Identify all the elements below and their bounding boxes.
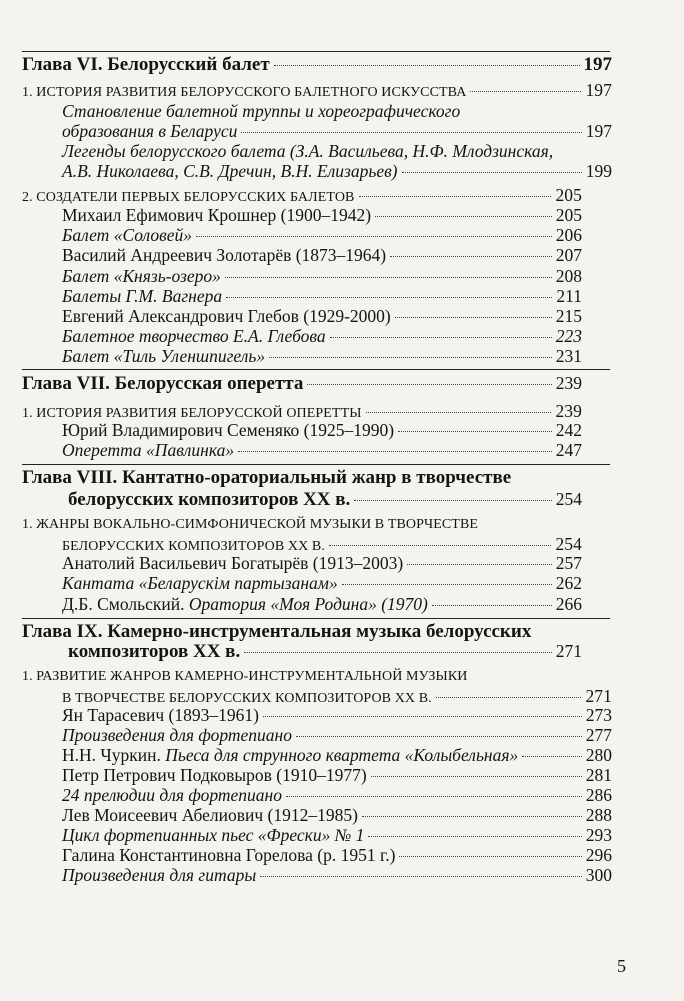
toc-entry[interactable]: Лев Моисеевич Абелиович (1912–1985) 288 [62, 805, 612, 825]
dot-leader [196, 236, 552, 237]
dot-leader [296, 736, 582, 737]
toc-entry[interactable]: Балет «Соловей» 206 [62, 225, 582, 245]
dot-leader [241, 132, 581, 133]
toc-chapter-heading[interactable]: Глава VI. Белорусский балет 197 [22, 54, 612, 75]
dot-leader [354, 500, 551, 501]
dot-leader [398, 431, 552, 432]
toc-section-heading[interactable]: БЕЛОРУССКИХ КОМПОЗИТОРОВ XX В. 254 [62, 534, 582, 554]
dot-leader [238, 451, 552, 452]
toc-entry[interactable]: Оперетта «Павлинка» 247 [62, 440, 582, 460]
toc-entry[interactable]: Анатолий Васильевич Богатырёв (1913–2003) 257 [62, 553, 582, 573]
dot-leader [432, 605, 552, 606]
chapter-divider [22, 618, 610, 619]
toc-chapter-heading[interactable]: Глава VII. Белорусская оперетта 239 [22, 373, 582, 394]
toc-entry-line[interactable]: Легенды белорусского балета (З.А. Васильева, Н.Ф. Млодзинская, [62, 141, 554, 161]
dot-leader [263, 716, 582, 717]
toc-entry[interactable]: Балет «Тиль Уленшпигель» 231 [62, 346, 582, 366]
dot-leader [342, 584, 552, 585]
toc-entry[interactable]: Произведения для фортепиано 277 [62, 725, 612, 745]
dot-leader [390, 256, 552, 257]
toc-entry[interactable]: Н.Н. Чуркин. Пьеса для струнного квартета «Колыбельная» 280 [62, 745, 612, 765]
toc-entry[interactable]: 24 прелюдии для фортепиано 286 [62, 785, 612, 805]
chapter-divider [22, 369, 610, 370]
dot-leader [274, 65, 580, 66]
dot-leader [307, 384, 551, 385]
dot-leader [225, 277, 552, 278]
toc-section-heading-line[interactable]: 1. РАЗВИТИЕ ЖАНРОВ КАМЕРНО-ИНСТРУМЕНТАЛЬНОЙ МУЗЫКИ [22, 669, 468, 684]
dot-leader [260, 876, 582, 877]
toc-entry[interactable]: Юрий Владимирович Семеняко (1925–1990) 242 [62, 420, 582, 440]
toc-entry[interactable]: Произведения для гитары 300 [62, 865, 612, 885]
toc-entry[interactable]: Василий Андреевич Золотарёв (1873–1964) 207 [62, 245, 582, 265]
dot-leader [244, 652, 552, 653]
toc-entry[interactable]: Кантата «Беларускім партызанам» 262 [62, 573, 582, 593]
toc-entry[interactable]: Петр Петрович Подковыров (1910–1977) 281 [62, 765, 612, 785]
dot-leader [286, 796, 582, 797]
dot-leader [436, 697, 582, 698]
chapter-divider [22, 51, 610, 52]
dot-leader [359, 196, 552, 197]
dot-leader [226, 297, 552, 298]
toc-entry[interactable]: Ян Тарасевич (1893–1961) 273 [62, 705, 612, 725]
dot-leader [329, 545, 552, 546]
dot-leader [407, 564, 552, 565]
toc-entry[interactable]: Михаил Ефимович Крошнер (1900–1942) 205 [62, 205, 582, 225]
dot-leader [330, 337, 552, 338]
toc-entry[interactable]: Галина Константиновна Горелова (р. 1951 г.) 296 [62, 845, 612, 865]
toc-section-heading-line[interactable]: 1. ЖАНРЫ ВОКАЛЬНО-СИМФОНИЧЕСКОЙ МУЗЫКИ В ТВОРЧЕСТВЕ [22, 517, 479, 532]
toc-entry[interactable]: Балетное творчество Е.А. Глебова 223 [62, 326, 582, 346]
dot-leader [269, 357, 552, 358]
toc-entry[interactable]: Цикл фортепианных пьес «Фрески» № 1 293 [62, 825, 612, 845]
toc-entry[interactable]: Евгений Александрович Глебов (1929-2000) 215 [62, 306, 582, 326]
toc-entry-line[interactable]: Становление балетной труппы и хореографического [62, 101, 461, 121]
toc-entry[interactable]: Балет «Князь-озеро» 208 [62, 266, 582, 286]
dot-leader [522, 756, 582, 757]
toc-chapter-heading-line[interactable]: Глава IX. Камерно-инструментальная музыка белорусских [22, 621, 532, 642]
dot-leader [395, 317, 552, 318]
toc-chapter-heading[interactable]: белорусских композиторов XX в. 254 [68, 489, 582, 510]
dot-leader [375, 216, 552, 217]
toc-chapter-heading[interactable]: композиторов XX в. 271 [68, 641, 582, 662]
dot-leader [368, 836, 581, 837]
dot-leader [362, 816, 582, 817]
toc-section-heading[interactable]: В ТВОРЧЕСТВЕ БЕЛОРУССКИХ КОМПОЗИТОРОВ XX В. 271 [62, 686, 612, 706]
dot-leader [402, 172, 582, 173]
toc-section-heading[interactable]: 1. ИСТОРИЯ РАЗВИТИЯ БЕЛОРУССКОГО БАЛЕТНОГО ИСКУССТВА 197 [22, 80, 612, 100]
toc-entry[interactable]: А.В. Николаева, С.В. Дречин, В.Н. Елизарьев) 199 [62, 161, 612, 181]
page-number: 5 [617, 956, 626, 976]
toc-entry[interactable]: образования в Беларуси 197 [62, 121, 612, 141]
toc-section-heading[interactable]: 2. СОЗДАТЕЛИ ПЕРВЫХ БЕЛОРУССКИХ БАЛЕТОВ 205 [22, 185, 582, 205]
dot-leader [366, 412, 552, 413]
toc-entry[interactable]: Балеты Г.М. Вагнера 211 [62, 286, 582, 306]
toc-chapter-heading-line[interactable]: Глава VIII. Кантатно-ораториальный жанр в творчестве [22, 467, 512, 488]
toc-section-heading[interactable]: 1. ИСТОРИЯ РАЗВИТИЯ БЕЛОРУССКОЙ ОПЕРЕТТЫ 239 [22, 401, 582, 421]
dot-leader [399, 856, 581, 857]
chapter-divider [22, 464, 610, 465]
toc-entry[interactable]: Д.Б. Смольский. Оратория «Моя Родина» (1970) 266 [62, 594, 582, 614]
dot-leader [470, 91, 581, 92]
dot-leader [371, 776, 582, 777]
